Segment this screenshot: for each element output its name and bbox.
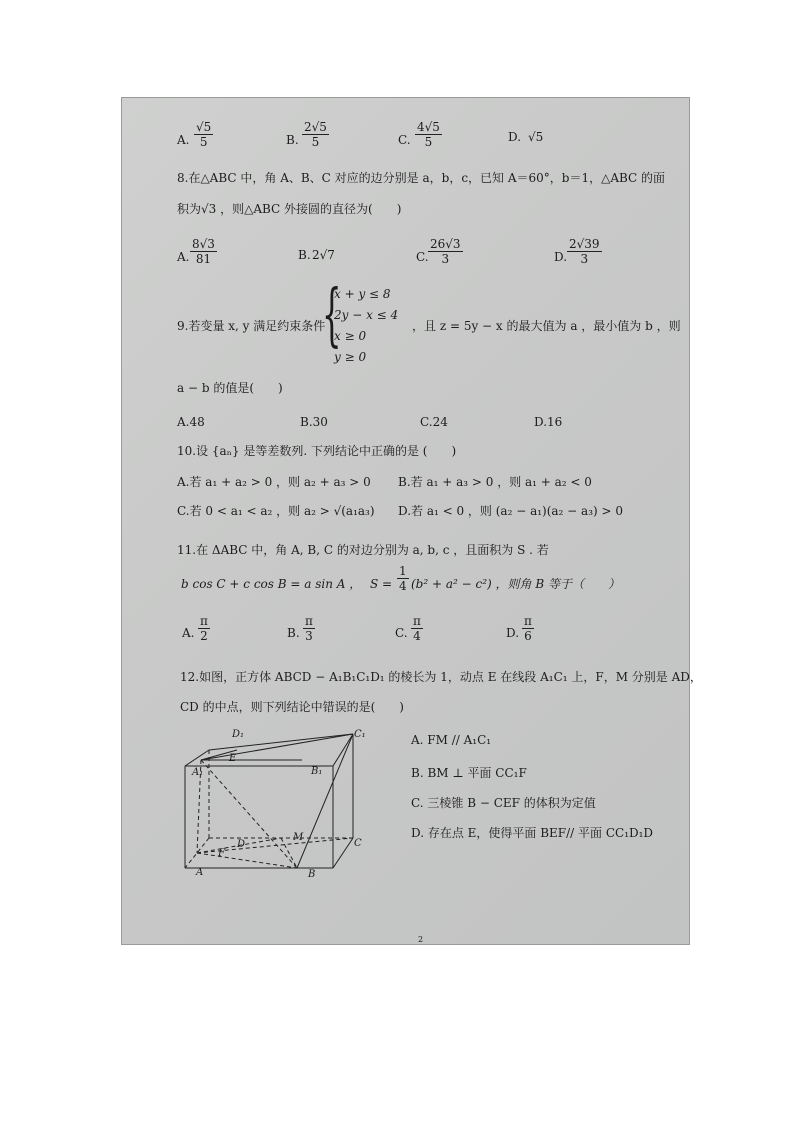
q8-option-c-label: C. [416,250,429,264]
q8-option-d-fraction: $\frac{2√39}{3}$ [569,237,600,266]
page-number: 2 [418,935,424,944]
cube-label-M: M [293,832,304,843]
q8-option-b-label: B. [298,248,311,262]
q12-option-b: B. BM ⊥ 平面 CC₁F [411,766,527,780]
q10-stem: 10.设 {aₙ} 是等差数列. 下列结论中正确的是 ( ) [177,444,457,458]
q9-stem-suffix: ，且 z = 5y − x 的最大值为 a ，最小值为 b ，则 [412,319,681,333]
q11-option-a-label: A. [182,626,195,640]
cube-figure [177,718,377,883]
cube-label-A: A [196,867,204,878]
q10-option-a: A.若 a₁ + a₂ > 0 ，则 a₂ + a₃ > 0 [177,475,371,489]
q9-constraint-2: 2y − x ≤ 4 [334,308,399,322]
q11-option-d-label: D. [506,626,520,640]
q11-area-fraction: $\frac{1}{4}$ [399,564,407,593]
cube-label-D1: D₁ [232,729,245,740]
cube-label-D: D [237,839,246,850]
q11-option-b-fraction: $\frac{\pi}{3}$ [305,614,313,643]
q10-option-d: D.若 a₁ < 0 ，则 (a₂ − a₁)(a₂ − a₃) > 0 [398,504,624,518]
cube-label-A1: A₁ [192,767,204,778]
q11-option-a-fraction: $\frac{\pi}{2}$ [200,614,208,643]
cube-label-B: B [308,869,316,880]
q9-constraint-4: y ≥ 0 [334,350,367,364]
q11-option-c-fraction: $\frac{\pi}{4}$ [413,614,421,643]
cube-label-C: C [354,838,362,849]
q12-option-a: A. FM // A₁C₁ [411,733,492,747]
q9-stem-prefix: 9.若变量 x, y 满足约束条件 [177,319,326,333]
cube-label-F: F [218,848,225,859]
q7-option-c-label: C. [398,133,411,147]
q11-option-c-label: C. [395,626,408,640]
q11-condition-equation: b cos C + c cos B = a sin A ， [181,577,362,591]
q7-option-b-fraction: $\frac{2√5}{5}$ [304,120,327,149]
q9-option-c: C.24 [420,415,448,429]
q7-option-a-label: A. [177,133,190,147]
q12-option-c: C. 三棱锥 B − CEF 的体积为定值 [411,796,596,810]
q7-option-c-fraction: $\frac{4√5}{5}$ [417,120,440,149]
q12-stem-line1: 12.如图，正方体 ABCD − A₁B₁C₁D₁ 的棱长为 1，动点 E 在线段 A₁C₁ 上，F，M 分别是 AD， [180,670,702,684]
cube-label-C1: C₁ [354,729,366,740]
q9-option-a: A.48 [177,415,205,429]
q11-area-symbol: S = [370,577,393,591]
q9-stem-line2: a − b 的值是( ) [177,381,283,395]
q12-stem-line2: CD 的中点，则下列结论中错误的是( ) [180,700,404,714]
q8-option-d-label: D. [554,250,568,264]
q8-stem-line1: 8.在△ABC 中，角 A、B、C 对应的边分别是 a，b，c，已知 A＝60°，b＝1，△ABC 的面 [177,171,666,185]
q11-option-d-fraction: $\frac{\pi}{6}$ [524,614,532,643]
q8-option-b-value: 2√7 [312,248,335,262]
cube-label-E: E [229,753,237,764]
q11-area-expression: (b² + a² − c²) ，则角 B 等于（ ） [411,577,620,591]
q9-option-d: D.16 [534,415,563,429]
q9-option-b: B.30 [300,415,328,429]
scanned-exam-page [121,97,702,945]
q10-option-c: C.若 0 < a₁ < a₂ ，则 a₂ > √(a₁a₃) [177,504,375,518]
q7-option-d-value: √5 [528,130,544,144]
q9-constraint-3: x ≥ 0 [334,329,367,343]
q7-option-b-label: B. [286,133,299,147]
q12-option-d: D. 存在点 E，使得平面 BEF// 平面 CC₁D₁D [411,826,654,840]
q8-option-a-label: A. [177,250,190,264]
q7-option-a-fraction: $\frac{√5}{5}$ [196,120,212,149]
cube-label-B1: B₁ [311,766,323,777]
q8-stem-line2: 积为√3 ，则△ABC 外接圆的直径为( ) [177,202,402,216]
q9-constraint-1: x + y ≤ 8 [334,287,391,301]
q7-option-d-label: D. [508,130,522,144]
q8-option-c-fraction: $\frac{26√3}{3}$ [430,237,461,266]
q11-stem-line1: 11.在 ΔABC 中，角 A, B, C 的对边分别为 a, b, c ，且面积为 S . 若 [177,543,549,557]
q8-option-a-fraction: $\frac{8√3}{81}$ [192,237,215,266]
q9-constraint-brace: { [322,276,342,355]
q10-option-b: B.若 a₁ + a₃ > 0 ，则 a₁ + a₂ < 0 [398,475,592,489]
q11-option-b-label: B. [287,626,300,640]
